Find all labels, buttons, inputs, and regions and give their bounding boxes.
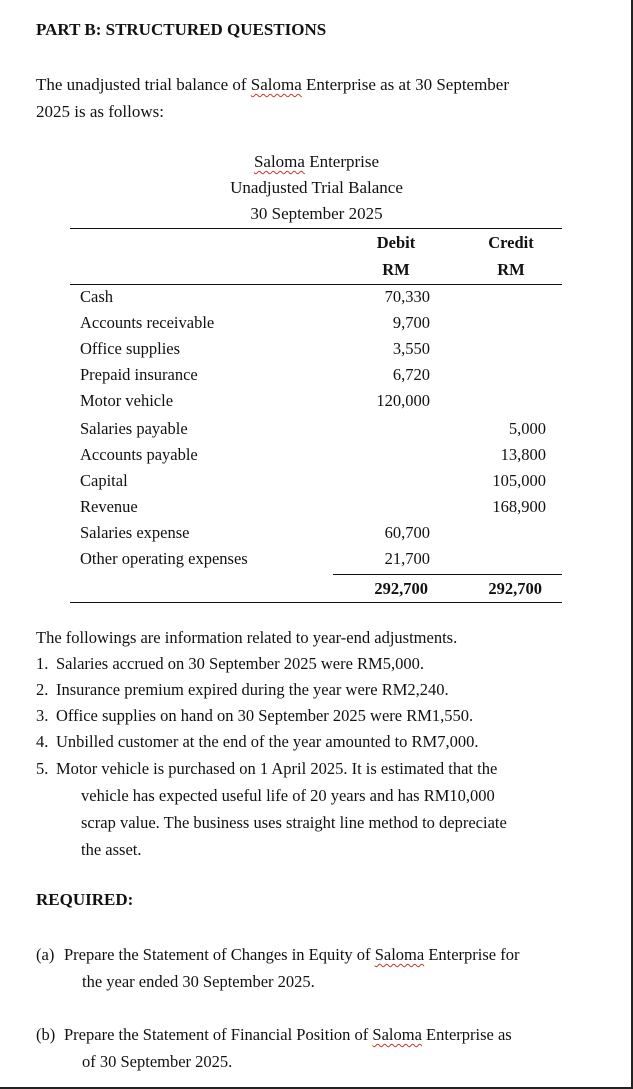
debit-amount: 6,720: [392, 365, 430, 384]
table-row: [80, 339, 560, 365]
account-name: Salaries expense: [80, 523, 190, 542]
adjustment-text: Motor vehicle is purchased on 1 April 2025. It is estimated that the: [56, 759, 498, 778]
adjustment-text: Salaries accrued on 30 September 2025 were RM5,000.: [56, 654, 424, 673]
debit-amount: 60,700: [384, 523, 430, 542]
required-label: (b): [36, 1025, 56, 1044]
debit-amount: 21,700: [384, 549, 430, 568]
total-credit: 292,700: [488, 579, 542, 598]
company-name: Saloma: [374, 945, 425, 964]
required-item-b: [36, 1021, 596, 1077]
account-name: Revenue: [80, 497, 138, 516]
table-row: [80, 549, 560, 575]
intro-line-2: 2025 is as follows:: [36, 102, 164, 121]
account-name: Capital: [80, 471, 128, 490]
credit-amount: 168,900: [492, 497, 546, 516]
adjustment-number: 5.: [36, 759, 49, 778]
col-credit-unit: RM: [497, 260, 525, 279]
company-name: Saloma: [372, 1025, 422, 1044]
company-name: Saloma: [253, 152, 305, 171]
tb-title-date: 30 September 2025: [250, 204, 383, 223]
required-text-part: Prepare the Statement of Changes in Equity of: [64, 945, 375, 964]
adjustment-text: vehicle has expected useful life of 20 years and has RM10,000: [81, 786, 495, 805]
adjustment-number: 3.: [36, 706, 49, 725]
table-header-rule: [70, 284, 562, 285]
intro-text: The unadjusted trial balance of: [36, 75, 251, 94]
col-credit-header: Credit: [488, 233, 534, 252]
table-bottom-rule: [70, 602, 562, 603]
required-text: of 30 September 2025.: [82, 1052, 233, 1071]
col-debit-header: Debit: [376, 233, 416, 252]
tb-title-text: Enterprise: [304, 152, 380, 171]
section-heading: PART B: STRUCTURED QUESTIONS: [36, 20, 327, 39]
account-name: Accounts payable: [80, 445, 198, 464]
debit-amount: 70,330: [384, 287, 430, 306]
table-row: [80, 287, 560, 313]
total-debit: 292,700: [374, 579, 428, 598]
table-row: [80, 365, 560, 391]
adjustment-text: scrap value. The business uses straight line method to depreciate: [81, 813, 507, 832]
company-name: Saloma: [250, 75, 302, 94]
required-text: [64, 1021, 512, 1048]
adjustment-number: 1.: [36, 654, 49, 673]
tb-title-name: Unadjusted Trial Balance: [230, 178, 403, 197]
required-label: (a): [36, 945, 55, 964]
account-name: Prepaid insurance: [80, 365, 198, 384]
col-debit-unit: RM: [382, 260, 410, 279]
required-text-part: Enterprise for: [424, 945, 520, 964]
adjustment-text: Insurance premium expired during the year were RM2,240.: [56, 680, 449, 699]
table-row: [80, 391, 560, 417]
adjustment-text: Unbilled customer at the end of the year amounted to RM7,000.: [56, 732, 479, 751]
totals-top-rule: [333, 574, 562, 575]
adjustment-text: the asset.: [81, 840, 142, 859]
adjustments-intro: The followings are information related to year-end adjustments.: [36, 628, 458, 647]
account-name: Accounts receivable: [80, 313, 215, 332]
required-text-part: Enterprise as: [421, 1025, 512, 1044]
account-name: Cash: [80, 287, 113, 306]
intro-line-1: [36, 74, 509, 96]
adjustment-item: [36, 756, 596, 868]
table-row: [80, 419, 560, 445]
table-top-rule: [70, 228, 562, 229]
account-name: Motor vehicle: [80, 391, 174, 410]
adjustment-text: Office supplies on hand on 30 September 2025 were RM1,550.: [56, 706, 474, 725]
required-item-a: [36, 941, 596, 997]
debit-amount: 3,550: [392, 339, 430, 358]
required-text: the year ended 30 September 2025.: [82, 972, 315, 991]
table-row: [80, 313, 560, 339]
table-row: [80, 497, 560, 523]
intro-text: Enterprise as at 30 September: [301, 75, 510, 94]
table-row: [80, 523, 560, 549]
debit-amount: 9,700: [392, 313, 430, 332]
required-heading: REQUIRED:: [36, 890, 134, 909]
tb-title-company: [0, 152, 633, 172]
required-text-part: Prepare the Statement of Financial Position of: [64, 1025, 373, 1044]
table-row: [80, 445, 560, 471]
account-name: Office supplies: [80, 339, 181, 358]
debit-amount: 120,000: [376, 391, 430, 410]
adjustment-number: 2.: [36, 680, 49, 699]
adjustment-number: 4.: [36, 732, 49, 751]
account-name: Salaries payable: [80, 419, 188, 438]
account-name: Other operating expenses: [80, 549, 248, 568]
credit-amount: 5,000: [508, 419, 546, 438]
table-row: [80, 471, 560, 497]
credit-amount: 105,000: [492, 471, 546, 490]
credit-amount: 13,800: [500, 445, 546, 464]
required-text: [64, 941, 519, 968]
